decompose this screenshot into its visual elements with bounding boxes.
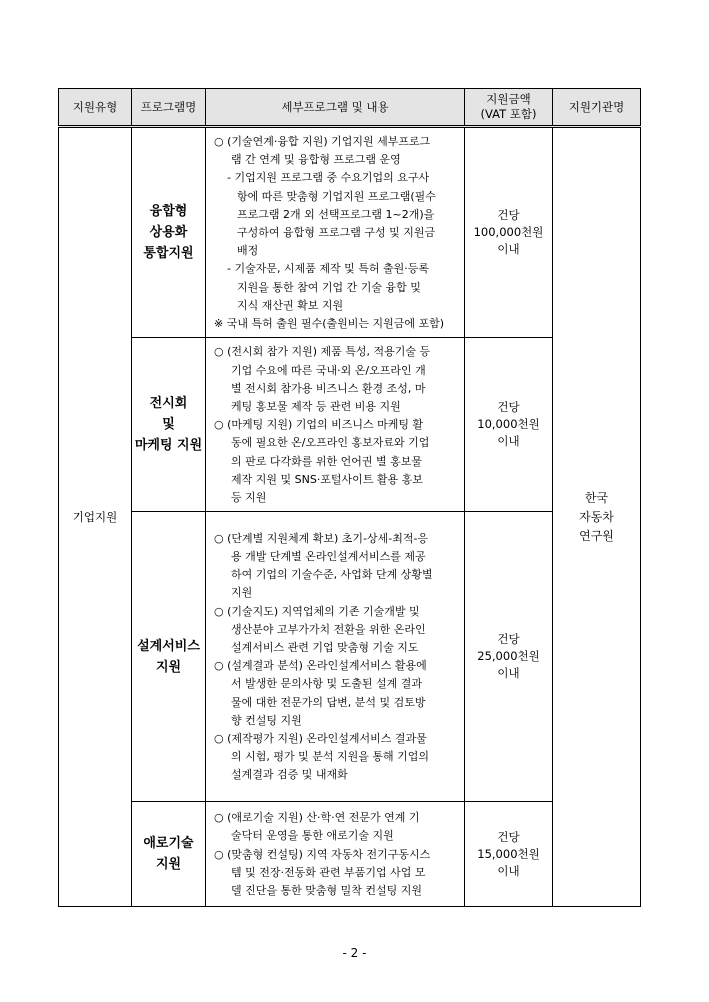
page-number: - 2 -	[342, 946, 367, 960]
detail-line: 물에 대한 전문가의 답변, 분석 및 검토방	[231, 695, 426, 709]
detail-line: 제작 지원 및 SNS·포털사이트 활용 홍보	[231, 472, 423, 486]
header-details: 세부프로그램 및 내용	[206, 89, 465, 127]
amount-value: 15,000천원	[477, 846, 540, 861]
detail-line: 배정	[237, 244, 259, 258]
detail-line: - 기업지원 프로그램 중 수요기업의 요구사	[227, 171, 430, 185]
amount-cell	[465, 802, 553, 907]
detail-line: 용 개발 단계별 온라인설계서비스를 제공	[231, 550, 426, 564]
header-program-name: 프로그램명	[132, 89, 206, 127]
detail-line: 템 및 전장·전동화 관련 부품기업 사업 모	[231, 865, 426, 879]
org-line: 연구원	[579, 528, 614, 543]
support-program-table	[58, 88, 641, 907]
detail-line: ○ (애로기술 지원) 산·학·연 전문가 연계 기	[214, 811, 420, 825]
program-name-line: 상용화	[149, 225, 188, 241]
details-cell	[206, 512, 465, 802]
amount-line: 이내	[497, 434, 520, 449]
detail-line: 프로그램 2개 외 선택프로그램 1~2개)을	[237, 207, 435, 221]
detail-line: 기업 수요에 따른 국내·외 온/오프라인 개	[231, 363, 426, 377]
detail-line: - 기술자문, 시제품 제작 및 특허 출원·등록	[227, 262, 429, 276]
amount-line: 건당	[497, 400, 520, 415]
header-support-type: 지원유형	[59, 89, 132, 127]
detail-note-line: ※ 국내 특허 출원 필수(출원비는 지원금에 포함)	[214, 317, 445, 331]
detail-line: ○ (전시회 참가 지원) 제품 특성, 적용기술 등	[214, 345, 431, 359]
program-name-line: 지원	[155, 857, 182, 873]
program-name-line: 마케팅 지원	[134, 438, 203, 454]
detail-line: ○ (맞춤형 컨설팅) 지역 자동차 전기구동시스	[214, 847, 431, 861]
amount-cell	[465, 127, 553, 338]
program-name-cell	[132, 802, 206, 907]
amount-value: 10,000천원	[477, 417, 540, 432]
detail-line: 의 시험, 평가 및 분석 지원을 통해 기업의	[231, 750, 429, 764]
detail-line: 지식 재산권 확보 지원	[237, 298, 344, 312]
detail-line: 하여 기업의 기술수준, 사업화 단계 상황별	[231, 568, 433, 582]
amount-value: 100,000천원	[473, 225, 544, 240]
amount-cell	[465, 512, 553, 802]
header-org: 지원기관명	[553, 89, 641, 127]
header-amount-line1: 지원금액	[486, 92, 531, 106]
table-row	[59, 127, 641, 338]
program-name-cell	[132, 338, 206, 512]
detail-line: 생산분야 고부가가치 전환을 위한 온라인	[231, 622, 426, 636]
detail-line: 서 발생한 문의사항 및 도출된 설계 결과	[231, 677, 422, 691]
detail-line: ○ (제작평가 지원) 온라인설계서비스 결과물	[214, 732, 427, 746]
amount-cell	[465, 338, 553, 512]
program-name-line: 설계서비스	[137, 638, 200, 654]
amount-value: 25,000천원	[477, 649, 540, 664]
table-header-row	[59, 89, 641, 127]
program-name-cell	[132, 127, 206, 338]
program-name-line: 지원	[155, 659, 182, 675]
details-cell	[206, 802, 465, 907]
org-cell	[553, 127, 641, 907]
detail-line: 등 지원	[231, 490, 267, 504]
header-amount-line2: (VAT 포함)	[480, 107, 537, 121]
detail-line: 향 컨설팅 지원	[231, 713, 302, 727]
amount-line: 건당	[497, 632, 520, 647]
program-name-line: 통합지원	[143, 246, 194, 262]
amount-line: 이내	[497, 666, 520, 681]
detail-line: 램 간 연계 및 융합형 프로그램 운영	[231, 153, 401, 167]
details-cell	[206, 338, 465, 512]
detail-line: 동에 필요한 온/오프라인 홍보자료와 기업	[231, 436, 430, 450]
detail-line: ○ (마케팅 지원) 기업의 비즈니스 마케팅 활	[214, 418, 424, 432]
detail-line: 항에 따른 맞춤형 기업지원 프로그램(필수	[237, 189, 436, 203]
detail-line: 설계서비스 관련 기업 맞춤형 기술 지도	[231, 641, 419, 655]
details-cell	[206, 127, 465, 338]
detail-line: 지원을 통한 참여 기업 간 기술 융합 및	[237, 280, 421, 294]
detail-line: 술닥터 운영을 통한 애로기술 지원	[231, 829, 394, 843]
detail-line: ○ (기술연계·융합 지원) 기업지원 세부프로그	[214, 135, 431, 148]
amount-line: 이내	[497, 242, 520, 257]
program-name-line: 융합형	[149, 204, 188, 220]
detail-line: ○ (단계별 지원체계 확보) 초기-상세-최적-응	[214, 531, 429, 545]
detail-line: 의 판로 다각화를 위한 언어권 별 홍보물	[231, 454, 422, 468]
program-name-line: 애로기술	[143, 836, 194, 852]
detail-line: ○ (기술지도) 지역업체의 기존 기술개발 및	[214, 604, 420, 618]
detail-line: ○ (설계결과 분석) 온라인설계서비스 활용에	[214, 659, 427, 673]
detail-line: 설계결과 검증 및 내재화	[231, 768, 348, 782]
header-amount	[465, 89, 553, 127]
org-line: 자동차	[579, 509, 614, 524]
detail-line: 별 전시회 참가용 비즈니스 환경 조성, 마	[231, 381, 426, 395]
program-name-line: 및	[162, 417, 175, 433]
amount-line: 건당	[497, 829, 520, 844]
amount-line: 건당	[497, 208, 520, 223]
detail-line: 케팅 홍보물 제작 등 관련 비용 지원	[231, 399, 401, 413]
detail-line: 델 진단을 통한 맞춤형 밀착 컨설팅 지원	[231, 884, 422, 898]
org-line: 한국	[584, 490, 609, 505]
program-name-line: 전시회	[149, 396, 188, 412]
detail-line: 지원	[231, 586, 253, 600]
program-name-cell	[132, 512, 206, 802]
detail-line: 구성하여 융합형 프로그램 구성 및 지원금	[237, 226, 436, 240]
support-type-cell: 기업지원	[59, 127, 132, 907]
amount-line: 이내	[497, 863, 520, 878]
